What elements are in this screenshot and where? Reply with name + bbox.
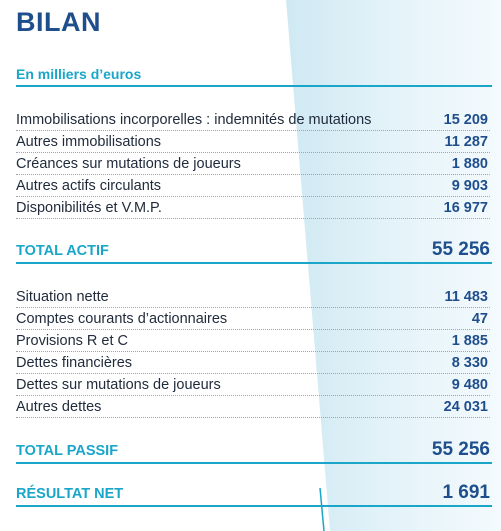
actif-row <box>16 174 490 197</box>
resultat-net-value: 1 691 <box>442 482 490 503</box>
actif-row-value: 9 903 <box>451 178 488 194</box>
total-passif-label: TOTAL PASSIF <box>16 443 119 459</box>
resultat-net-label: RÉSULTAT NET <box>16 486 124 502</box>
actif-row <box>16 130 490 153</box>
resultat-net-rule <box>16 505 492 507</box>
passif-row <box>16 373 490 396</box>
passif-row <box>16 351 490 374</box>
actif-row-value: 1 880 <box>451 156 488 172</box>
actif-row-label: Immobilisations incorporelles : indemnités de mutations <box>16 112 372 128</box>
passif-row-value: 1 885 <box>451 333 488 349</box>
passif-row <box>16 329 490 352</box>
passif-row <box>16 307 490 330</box>
passif-row-label: Dettes sur mutations de joueurs <box>16 377 221 393</box>
actif-row-label: Créances sur mutations de joueurs <box>16 156 241 172</box>
units-subtitle: En milliers d’euros <box>16 66 142 82</box>
actif-row <box>16 108 490 131</box>
passif-row-label: Comptes courants d’actionnaires <box>16 311 228 327</box>
passif-row-value: 47 <box>471 311 488 327</box>
passif-row-label: Dettes financières <box>16 355 133 371</box>
subtitle-rule <box>16 85 492 87</box>
passif-row-label: Situation nette <box>16 289 109 305</box>
total-actif-label: TOTAL ACTIF <box>16 243 109 259</box>
total-actif-rule <box>16 262 492 264</box>
passif-row-label: Autres dettes <box>16 399 102 415</box>
total-actif-value: 55 256 <box>431 239 490 260</box>
actif-row-value: 15 209 <box>443 112 488 128</box>
passif-row-value: 11 483 <box>444 289 488 305</box>
total-passif-value: 55 256 <box>431 439 490 460</box>
actif-row-value: 16 977 <box>443 200 488 216</box>
passif-row <box>16 395 490 418</box>
passif-row <box>16 285 490 308</box>
page-title: BILAN <box>16 7 101 37</box>
passif-row-value: 8 330 <box>451 355 488 371</box>
actif-row <box>16 152 490 175</box>
actif-row-label: Autres actifs circulants <box>16 178 162 194</box>
actif-row-value: 11 287 <box>444 134 488 150</box>
actif-row-label: Autres immobilisations <box>16 134 162 150</box>
passif-row-value: 9 480 <box>451 377 488 393</box>
actif-row <box>16 196 490 219</box>
actif-row-label: Disponibilités et V.M.P. <box>16 200 162 216</box>
total-passif-rule <box>16 462 492 464</box>
passif-row-label: Provisions R et C <box>16 333 129 349</box>
passif-row-value: 24 031 <box>443 399 488 415</box>
